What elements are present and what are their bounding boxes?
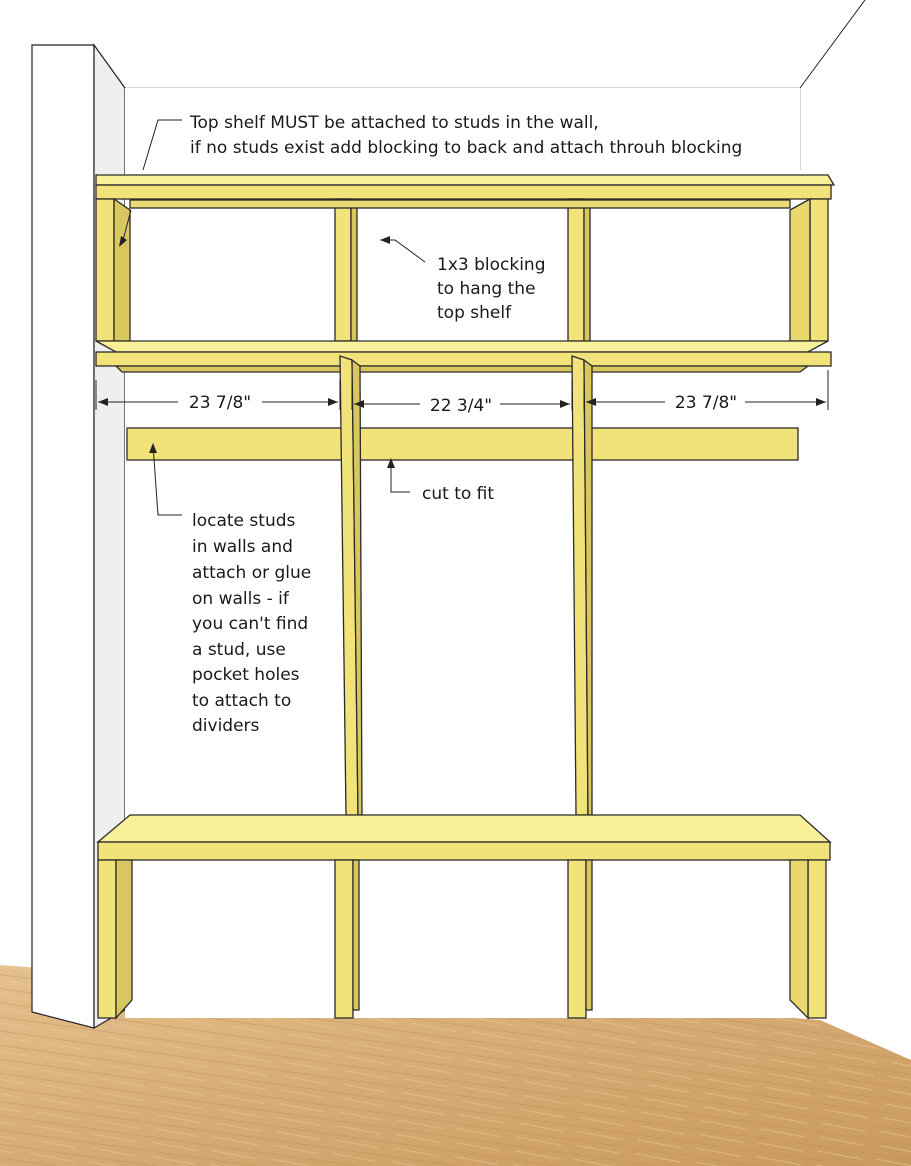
top-note-line1: Top shelf MUST be attached to studs in the wall, — [190, 113, 599, 133]
top-note-line2: if no studs exist add blocking to back and attach throuh blocking — [190, 138, 743, 158]
studs-note-line8: to attach to — [192, 691, 292, 711]
studs-note-line3: attach or glue — [192, 563, 312, 583]
upper-bottom-shelf — [96, 341, 831, 372]
studs-note-line4: on walls - if — [192, 589, 289, 609]
blocking-note-line2: to hang the — [437, 279, 536, 299]
dimension-middle: 22 3/4" — [429, 396, 493, 416]
upper-cubby-back — [128, 205, 798, 345]
studs-note-line5: you can't find — [192, 614, 309, 634]
studs-note-line7: pocket holes — [192, 665, 300, 685]
studs-note-line6: a stud, use — [192, 640, 286, 660]
hook-rail — [127, 428, 798, 460]
top-shelf — [96, 175, 834, 199]
studs-note-line2: in walls and — [192, 537, 293, 557]
blocking-note-line3: top shelf — [437, 303, 512, 323]
blocking-strip — [130, 200, 790, 208]
bench-seat — [98, 815, 830, 860]
blocking-note-line1: 1x3 blocking — [437, 255, 546, 275]
studs-note-line9: dividers — [192, 716, 260, 736]
dimension-left: 23 7/8" — [188, 393, 252, 413]
cut-note-text: cut to fit — [422, 484, 495, 504]
dimension-right: 23 7/8" — [674, 393, 738, 413]
studs-note-line1: locate studs — [192, 511, 296, 531]
